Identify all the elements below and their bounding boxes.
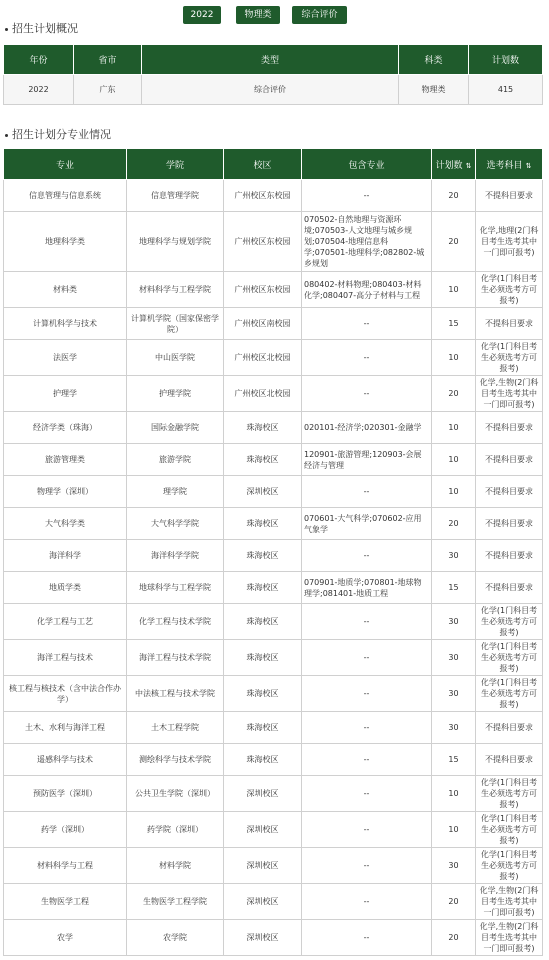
table-row: [4, 884, 543, 920]
table-cell: 化学(1门科目考生必须选考方可报考): [476, 340, 543, 376]
table-cell: 法医学: [4, 340, 127, 376]
table-row: [4, 920, 543, 956]
table-cell: 120901-旅游管理;120903-会展经济与管理: [302, 444, 432, 476]
table-cell: 080402-材料物理;080403-材料化学;080407-高分子材料与工程: [302, 272, 432, 308]
table-cell: 计算机科学与技术: [4, 308, 127, 340]
table-row: [4, 308, 543, 340]
table-cell: 大气科学类: [4, 508, 127, 540]
overview-data-row: [4, 75, 543, 105]
table-cell: 生物医学工程学院: [127, 884, 224, 920]
table-cell: --: [302, 640, 432, 676]
table-cell: 深圳校区: [224, 848, 302, 884]
table-cell: 核工程与核技术（含中法合作办学）: [4, 676, 127, 712]
table-cell: 经济学类（珠海）: [4, 412, 127, 444]
table-cell: 不提科目要求: [476, 508, 543, 540]
table-cell: 深圳校区: [224, 920, 302, 956]
majors-header-label: 校区: [253, 160, 272, 171]
table-cell: 070502-自然地理与资源环境;070503-人文地理与城乡规划;070504-地理信息科学;070501-地理科学;082802-城乡规划: [302, 212, 432, 272]
table-row: [4, 572, 543, 604]
table-row: [4, 272, 543, 308]
table-cell: 广州校区北校园: [224, 340, 302, 376]
table-cell: 珠海校区: [224, 508, 302, 540]
table-cell: 化学,生物(2门科目考生选考其中一门即可报考): [476, 376, 543, 412]
table-cell: --: [302, 540, 432, 572]
table-cell: 海洋工程与技术学院: [127, 640, 224, 676]
table-row: [4, 444, 543, 476]
table-cell: 珠海校区: [224, 744, 302, 776]
table-cell: 珠海校区: [224, 412, 302, 444]
table-cell: 预防医学（深圳）: [4, 776, 127, 812]
table-cell: 计算机学院（国家保密学院）: [127, 308, 224, 340]
table-cell: 广州校区东校园: [224, 212, 302, 272]
table-cell: 10: [432, 476, 476, 508]
table-cell: 20: [432, 508, 476, 540]
majors-table-body: [4, 180, 543, 956]
table-cell: 070901-地质学;070801-地球物理学;081401-地质工程: [302, 572, 432, 604]
table-cell: 大气科学学院: [127, 508, 224, 540]
table-cell: --: [302, 376, 432, 412]
table-cell: 珠海校区: [224, 676, 302, 712]
table-cell: 地质学类: [4, 572, 127, 604]
table-cell: 材料科学与工程学院: [127, 272, 224, 308]
table-cell: 化学(1门科目考生必须选考方可报考): [476, 848, 543, 884]
table-cell: 珠海校区: [224, 444, 302, 476]
table-cell: 深圳校区: [224, 776, 302, 812]
sort-icon[interactable]: ⇅: [465, 161, 472, 170]
table-cell: 农学院: [127, 920, 224, 956]
table-cell: 30: [432, 676, 476, 712]
table-cell: 护理学: [4, 376, 127, 412]
table-cell: 化学,地理(2门科目考生选考其中一门即可报考): [476, 212, 543, 272]
sort-icon[interactable]: ⇅: [525, 161, 532, 170]
overview-header-cell: 类型: [142, 45, 399, 75]
table-cell: 不提科目要求: [476, 476, 543, 508]
overview-header-row: [4, 45, 543, 75]
table-cell: 药学院（深圳）: [127, 812, 224, 848]
table-row: [4, 376, 543, 412]
table-cell: 农学: [4, 920, 127, 956]
table-row: [4, 476, 543, 508]
majors-header-cell: [302, 149, 432, 180]
table-cell: 珠海校区: [224, 640, 302, 676]
table-cell: 不提科目要求: [476, 412, 543, 444]
table-row: [4, 744, 543, 776]
table-cell: 不提科目要求: [476, 444, 543, 476]
overview-cell: 2022: [4, 75, 74, 105]
overview-header-cell: 年份: [4, 45, 74, 75]
year-filter-button[interactable]: 2022: [183, 6, 221, 24]
table-cell: 药学（深圳）: [4, 812, 127, 848]
majors-header-label: 包含专业: [348, 160, 385, 171]
table-cell: 30: [432, 712, 476, 744]
table-cell: 海洋科学学院: [127, 540, 224, 572]
table-cell: 珠海校区: [224, 540, 302, 572]
table-cell: 10: [432, 444, 476, 476]
table-cell: 10: [432, 812, 476, 848]
table-cell: 20: [432, 180, 476, 212]
table-cell: 化学工程与技术学院: [127, 604, 224, 640]
table-cell: 中山医学院: [127, 340, 224, 376]
overview-cell: 广东: [74, 75, 142, 105]
table-cell: 化学,生物(2门科目考生选考其中一门即可报考): [476, 920, 543, 956]
majors-header-label: 专业: [55, 160, 74, 171]
overview-cell: 物理类: [399, 75, 469, 105]
majors-header-label: 计划数: [435, 160, 463, 171]
table-cell: --: [302, 812, 432, 848]
table-row: [4, 712, 543, 744]
table-row: [4, 212, 543, 272]
table-cell: 10: [432, 776, 476, 812]
table-cell: 广州校区北校园: [224, 376, 302, 412]
table-cell: 10: [432, 412, 476, 444]
table-cell: --: [302, 476, 432, 508]
table-row: [4, 508, 543, 540]
table-cell: --: [302, 604, 432, 640]
table-cell: 20: [432, 884, 476, 920]
table-cell: 旅游管理类: [4, 444, 127, 476]
table-row: [4, 676, 543, 712]
table-cell: 地球科学与工程学院: [127, 572, 224, 604]
table-cell: 理学院: [127, 476, 224, 508]
table-cell: 10: [432, 272, 476, 308]
table-cell: 土木工程学院: [127, 712, 224, 744]
table-cell: 护理学院: [127, 376, 224, 412]
table-cell: 深圳校区: [224, 812, 302, 848]
table-cell: 旅游学院: [127, 444, 224, 476]
table-cell: 30: [432, 604, 476, 640]
table-cell: --: [302, 744, 432, 776]
overview-header-cell: 计划数: [469, 45, 543, 75]
table-cell: 化学(1门科目考生必须选考方可报考): [476, 776, 543, 812]
table-cell: 化学(1门科目考生必须选考方可报考): [476, 812, 543, 848]
table-cell: --: [302, 776, 432, 812]
table-cell: --: [302, 340, 432, 376]
table-cell: 化学工程与工艺: [4, 604, 127, 640]
table-cell: 不提科目要求: [476, 744, 543, 776]
table-row: [4, 640, 543, 676]
table-cell: 广州校区东校园: [224, 180, 302, 212]
table-cell: 公共卫生学院（深圳）: [127, 776, 224, 812]
overview-header-cell: 科类: [399, 45, 469, 75]
majors-header-cell: [224, 149, 302, 180]
table-row: [4, 848, 543, 884]
table-cell: 信息管理学院: [127, 180, 224, 212]
table-cell: 地理科学类: [4, 212, 127, 272]
table-cell: 中法核工程与技术学院: [127, 676, 224, 712]
table-row: [4, 776, 543, 812]
table-cell: 30: [432, 848, 476, 884]
table-cell: 土木、水利与海洋工程: [4, 712, 127, 744]
table-row: [4, 180, 543, 212]
table-cell: 30: [432, 540, 476, 572]
table-cell: 15: [432, 308, 476, 340]
overview-table: [3, 44, 543, 105]
table-cell: 测绘科学与技术学院: [127, 744, 224, 776]
table-cell: 生物医学工程: [4, 884, 127, 920]
table-row: [4, 412, 543, 444]
bullet-icon: [5, 28, 8, 31]
table-cell: 10: [432, 340, 476, 376]
table-cell: 珠海校区: [224, 712, 302, 744]
table-cell: --: [302, 308, 432, 340]
table-cell: 不提科目要求: [476, 712, 543, 744]
table-cell: 广州校区东校园: [224, 272, 302, 308]
overview-cell: 综合评价: [142, 75, 399, 105]
table-cell: 广州校区南校园: [224, 308, 302, 340]
table-cell: 海洋工程与技术: [4, 640, 127, 676]
table-cell: 20: [432, 376, 476, 412]
majors-header-row: [4, 149, 543, 180]
table-cell: --: [302, 676, 432, 712]
table-cell: 化学(1门科目考生必须选考方可报考): [476, 272, 543, 308]
majors-header-label: 选考科目: [486, 160, 523, 171]
table-cell: 遥感科学与技术: [4, 744, 127, 776]
table-cell: 地理科学与规划学院: [127, 212, 224, 272]
table-cell: --: [302, 884, 432, 920]
majors-header-label: 学院: [165, 160, 184, 171]
table-cell: 珠海校区: [224, 604, 302, 640]
overview-cell: 415: [469, 75, 543, 105]
table-cell: 化学,生物(2门科目考生选考其中一门即可报考): [476, 884, 543, 920]
overview-header-cell: 省市: [74, 45, 142, 75]
table-cell: 20: [432, 920, 476, 956]
table-cell: --: [302, 848, 432, 884]
table-row: [4, 340, 543, 376]
table-cell: --: [302, 920, 432, 956]
table-cell: 国际金融学院: [127, 412, 224, 444]
filter-bar: [0, 6, 549, 26]
table-cell: 化学(1门科目考生必须选考方可报考): [476, 604, 543, 640]
majors-header-cell[interactable]: [432, 149, 476, 180]
table-cell: 深圳校区: [224, 884, 302, 920]
majors-table: [3, 148, 543, 956]
table-cell: 不提科目要求: [476, 572, 543, 604]
section-title-majors: 招生计划分专业情况: [5, 126, 111, 142]
table-cell: 材料学院: [127, 848, 224, 884]
table-cell: 化学(1门科目考生必须选考方可报考): [476, 676, 543, 712]
table-cell: 15: [432, 744, 476, 776]
table-row: [4, 812, 543, 848]
table-cell: 不提科目要求: [476, 180, 543, 212]
table-row: [4, 540, 543, 572]
majors-header-cell: [127, 149, 224, 180]
table-cell: 化学(1门科目考生必须选考方可报考): [476, 640, 543, 676]
table-cell: 20: [432, 212, 476, 272]
table-row: [4, 604, 543, 640]
majors-header-cell: [4, 149, 127, 180]
majors-header-cell[interactable]: [476, 149, 543, 180]
bullet-icon: [5, 134, 8, 137]
table-cell: 材料类: [4, 272, 127, 308]
table-cell: 不提科目要求: [476, 540, 543, 572]
table-cell: 物理学（深圳）: [4, 476, 127, 508]
table-cell: --: [302, 712, 432, 744]
section-title-overview: 招生计划概况: [5, 20, 78, 36]
type-filter-button[interactable]: 综合评价: [292, 6, 347, 24]
table-cell: 020101-经济学;020301-金融学: [302, 412, 432, 444]
table-cell: 15: [432, 572, 476, 604]
table-cell: 信息管理与信息系统: [4, 180, 127, 212]
table-cell: 不提科目要求: [476, 308, 543, 340]
table-cell: 30: [432, 640, 476, 676]
category-filter-button[interactable]: 物理类: [236, 6, 280, 24]
table-cell: 深圳校区: [224, 476, 302, 508]
table-cell: 070601-大气科学;070602-应用气象学: [302, 508, 432, 540]
table-cell: 珠海校区: [224, 572, 302, 604]
table-cell: --: [302, 180, 432, 212]
table-cell: 海洋科学: [4, 540, 127, 572]
table-cell: 材料科学与工程: [4, 848, 127, 884]
